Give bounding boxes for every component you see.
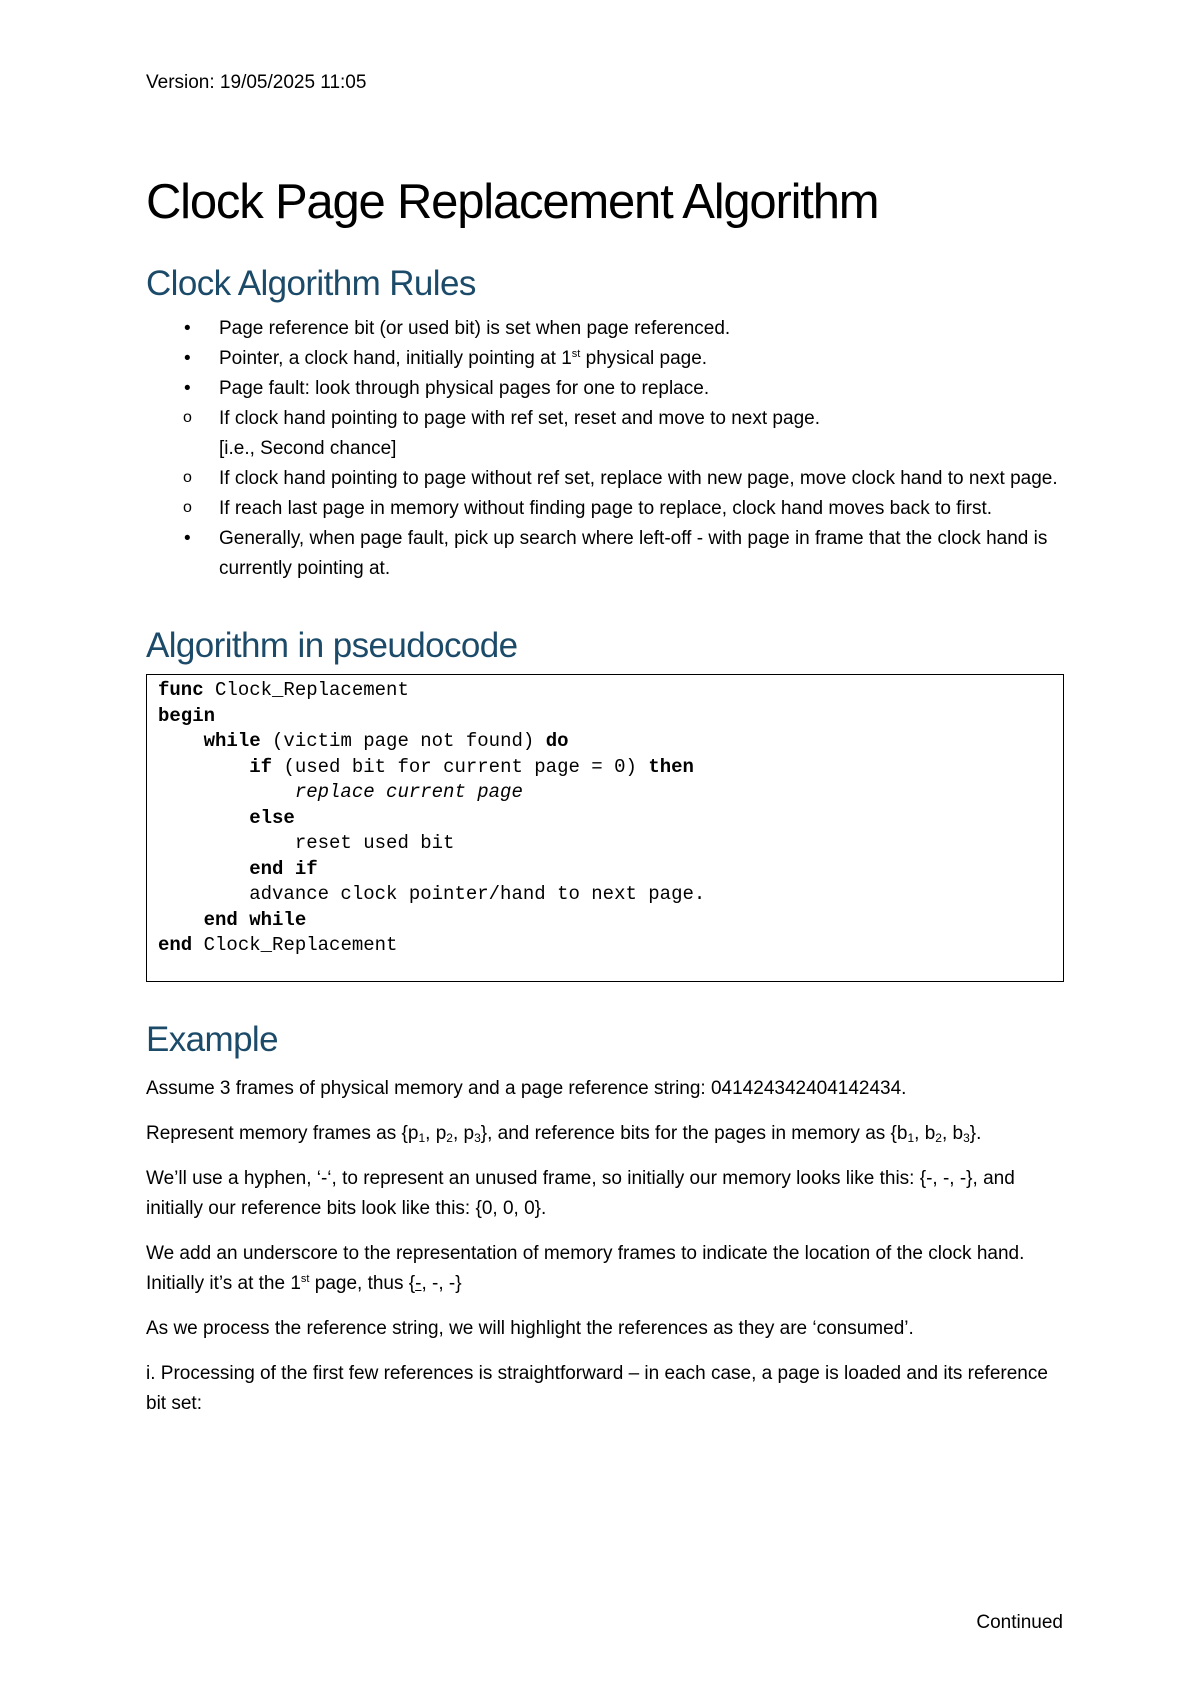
rule-bullet-4: • Generally, when page fault, pick up search where left-off - with page in frame that the clock hand is currently pointing at. <box>146 524 1064 584</box>
rule-bullet-2-tail: physical page. <box>580 348 708 369</box>
p2-text: , p <box>452 1122 475 1144</box>
rule-sub-1-line1: If clock hand pointing to page with ref set, reset and move to next page. <box>219 408 820 429</box>
p4-text: We add an underscore to the representation of memory frames to indicate the location of the clock hand. Initially it’s at the 1 <box>146 1242 1025 1294</box>
p2-text: , p <box>425 1122 447 1144</box>
code-replace-statement: replace current page <box>294 781 523 803</box>
example-paragraph-1: Assume 3 frames of physical memory and a page reference string: 041424342404142434. <box>146 1077 907 1099</box>
example-paragraph-4 <box>146 1239 1064 1299</box>
example-paragraph-3: We’ll use a hyphen, ‘-‘, to represent an unused frame, so initially our memory looks like this: {-, -, -}, and initially our reference bits look like this: {0, 0, 0}. <box>146 1167 1015 1219</box>
p4-text: , -, -} <box>421 1272 462 1294</box>
subscript: 1 <box>418 1130 426 1145</box>
rule-sub-1 <box>146 404 1064 464</box>
example-paragraph-6: i. Processing of the first few references is straightforward – in each case, a page is loaded and its reference bit set: <box>146 1362 1048 1414</box>
subscript: 3 <box>963 1130 970 1145</box>
pseudocode-block <box>146 674 1064 982</box>
p2-text: }. <box>969 1122 982 1144</box>
code-keyword: do <box>545 730 569 752</box>
p2-text: , b <box>914 1122 936 1144</box>
code-reset-statement: reset used bit <box>294 832 455 854</box>
p2-text: }, and reference bits for the pages in memory as {b <box>480 1122 908 1144</box>
ordinal-suffix: st <box>300 1272 310 1285</box>
ordinal-suffix: st <box>571 348 581 360</box>
p2-text: , b <box>941 1122 964 1144</box>
pseudocode-heading: Algorithm in pseudocode <box>146 626 518 665</box>
p2-text: Represent memory frames as {p <box>146 1122 419 1144</box>
p4-text: page, thus { <box>309 1272 416 1294</box>
rule-bullet-1: • Page reference bit (or used bit) is set when page referenced. <box>146 314 1064 344</box>
continued-footer: Continued <box>976 1612 1063 1633</box>
example-paragraph-2 <box>146 1119 1064 1149</box>
code-if-condition: (used bit for current page = 0) <box>283 755 637 778</box>
subscript: 3 <box>474 1130 481 1145</box>
code-keyword: else <box>249 806 295 829</box>
rule-sublist <box>146 404 1064 524</box>
code-keyword: if <box>249 755 273 778</box>
code-end-name: Clock_Replacement <box>203 934 398 956</box>
code-keyword: end while <box>203 908 307 931</box>
rule-sub-1-line2: [i.e., Second chance] <box>219 438 397 459</box>
subscript: 2 <box>446 1130 453 1145</box>
clock-hand-marker: - <box>415 1272 422 1294</box>
rule-bullet-2-text: Pointer, a clock hand, initially pointing at 1 <box>219 348 572 369</box>
code-keyword: end if <box>249 857 318 880</box>
page-title: Clock Page Replacement Algorithm <box>146 175 879 229</box>
code-keyword: then <box>648 755 694 778</box>
code-advance-statement: advance clock pointer/hand to next page. <box>249 883 706 905</box>
subscript: 2 <box>935 1130 942 1145</box>
version-line: Version: 19/05/2025 11:05 <box>146 72 367 93</box>
rules-list <box>146 314 1064 584</box>
code-keyword: begin <box>158 704 216 727</box>
example-heading: Example <box>146 1019 278 1059</box>
code-func-name: Clock_Replacement <box>215 679 409 701</box>
code-keyword: while <box>203 730 261 752</box>
rule-bullet-2 <box>146 344 1064 374</box>
rule-bullet-3 <box>146 374 1064 524</box>
rule-sub-3: o If reach last page in memory without finding page to replace, clock hand moves back to first. <box>146 494 1064 524</box>
rule-sub-2: o If clock hand pointing to page without ref set, replace with new page, move clock hand to next page. <box>146 464 1064 494</box>
code-while-condition: (victim page not found) <box>272 730 535 752</box>
rule-bullet-3-text: Page fault: look through physical pages for one to replace. <box>219 378 710 399</box>
rules-heading: Clock Algorithm Rules <box>146 264 476 303</box>
code-keyword: end <box>158 934 193 956</box>
document-page <box>146 70 1064 1419</box>
example-paragraph-5: As we process the reference string, we will highlight the references as they are ‘consumed’. <box>146 1317 914 1339</box>
subscript: 1 <box>907 1130 915 1145</box>
code-keyword: func <box>158 679 204 701</box>
